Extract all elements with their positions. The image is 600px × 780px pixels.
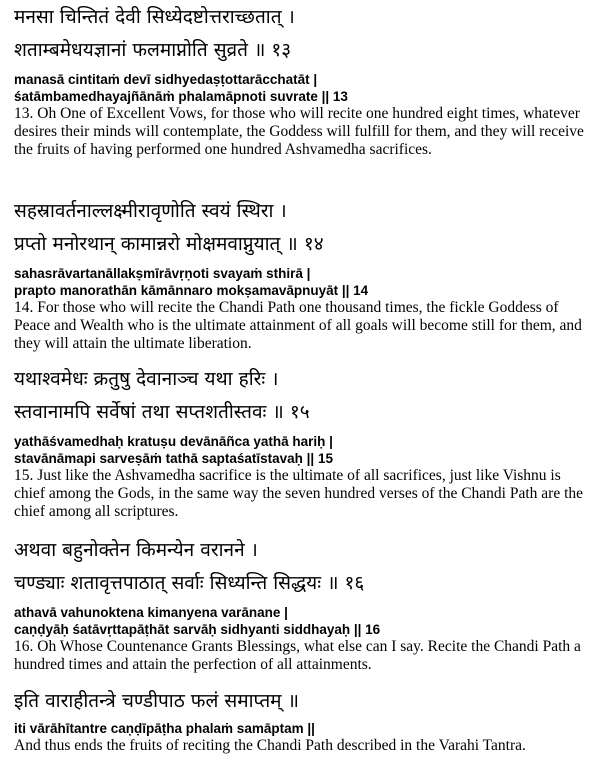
- verse-translation: 16. Oh Whose Countenance Grants Blessings, what else can I say. Recite the Chandi Path a hundred times and attain the perfection of all attainments.: [14, 638, 581, 673]
- verse-15: [14, 364, 590, 521]
- verse-devanagari-line-1: अथवा बहुनोक्तेन किमन्येन वरानने ।: [14, 539, 258, 561]
- verse-devanagari-line-1: मनसा चिन्तितं देवी सिध्येदष्टोत्तराच्छतात् ।: [14, 6, 295, 28]
- verse-devanagari-line-1: यथाश्वमेधः क्रतुषु देवानाञ्च यथा हरिः ।: [14, 368, 279, 390]
- verse-transliteration-line-1: manasā cintitaṁ devī sidhyedaṣṭottarācchatāt |: [14, 72, 318, 87]
- verse-devanagari-line-2: शताम्बमेधयज्ञानां फलमाप्नोति सुव्रते ॥ १३: [14, 39, 292, 61]
- verse-transliteration-line-2: śatāmbamedhayajñānāṁ phalamāpnoti suvrate || 13: [14, 89, 348, 104]
- verse-devanagari-line-2: प्रप्तो मनोरथान् कामान्नरो मोक्षमवाप्नुयात् ॥ १४: [14, 233, 324, 255]
- verse-translation: 15. Just like the Ashvamedha sacrifice is the ultimate of all sacrifices, just like Vishnu is chief among the Gods, in the same way the seven hundred verses of the Chandi Path are the chief among all scriptures.: [14, 467, 584, 520]
- colophon-transliteration: iti vārāhītantre caṇḍīpāṭha phalaṁ samāptam ||: [14, 721, 315, 736]
- verse-transliteration-line-2: stavānāmapi sarveṣāṁ tathā saptaśatīstavaḥ || 15: [14, 451, 333, 466]
- verse-transliteration-line-2: caṇḍyāḥ śatāvṛttapāṭhāt sarvāḥ sidhyanti siddhayaḥ || 16: [14, 622, 381, 637]
- verse-transliteration-line-1: athavā vahunoktena kimanyena varānane |: [14, 605, 288, 620]
- verse-devanagari-line-2: स्तवानामपि सर्वेषां तथा सप्तशतीस्तवः ॥ १५: [14, 401, 310, 423]
- verse-devanagari-line-2: चण्ड्याः शतावृत्तपाठात् सर्वाः सिध्यन्ति सिद्धयः ॥ १६: [14, 572, 365, 594]
- verse-translation: 14. For those who will recite the Chandi Path one thousand times, the fickle Goddess of Peace and Wealth who is the ultimate attainment of all goals will become still for them, and they will attain the ultimate liberation.: [14, 299, 582, 352]
- verse-transliteration-line-1: yathāśvamedhaḥ kratuṣu devānāñca yathā hariḥ |: [14, 434, 333, 449]
- verse-14: [14, 196, 590, 353]
- colophon-translation: And thus ends the fruits of reciting the Chandi Path described in the Varahi Tantra.: [14, 737, 526, 754]
- verse-16: [14, 535, 590, 674]
- colophon-devanagari: इति वाराहीतन्त्रे चण्डीपाठ फलं समाप्तम् ॥: [14, 690, 299, 712]
- verse-transliteration-line-1: sahasrāvartanāllakṣmīrāvṛṇoti svayaṁ sthirā |: [14, 266, 311, 281]
- verse-translation: 13. Oh One of Excellent Vows, for those who will recite one hundred eight times, whatever desires their minds will contemplate, the Goddess will fulfill for them, and they will receive the fruits of having performed one hundred Ashvamedha sacrifices.: [14, 105, 584, 158]
- verse-transliteration-line-2: prapto manorathān kāmānnaro mokṣamavāpnuyāt || 14: [14, 283, 369, 298]
- colophon: [14, 686, 590, 755]
- verse-devanagari-line-1: सहस्रावर्तनाल्लक्ष्मीरावृणोति स्वयं स्थिरा ।: [14, 200, 287, 222]
- verse-13: [14, 2, 590, 159]
